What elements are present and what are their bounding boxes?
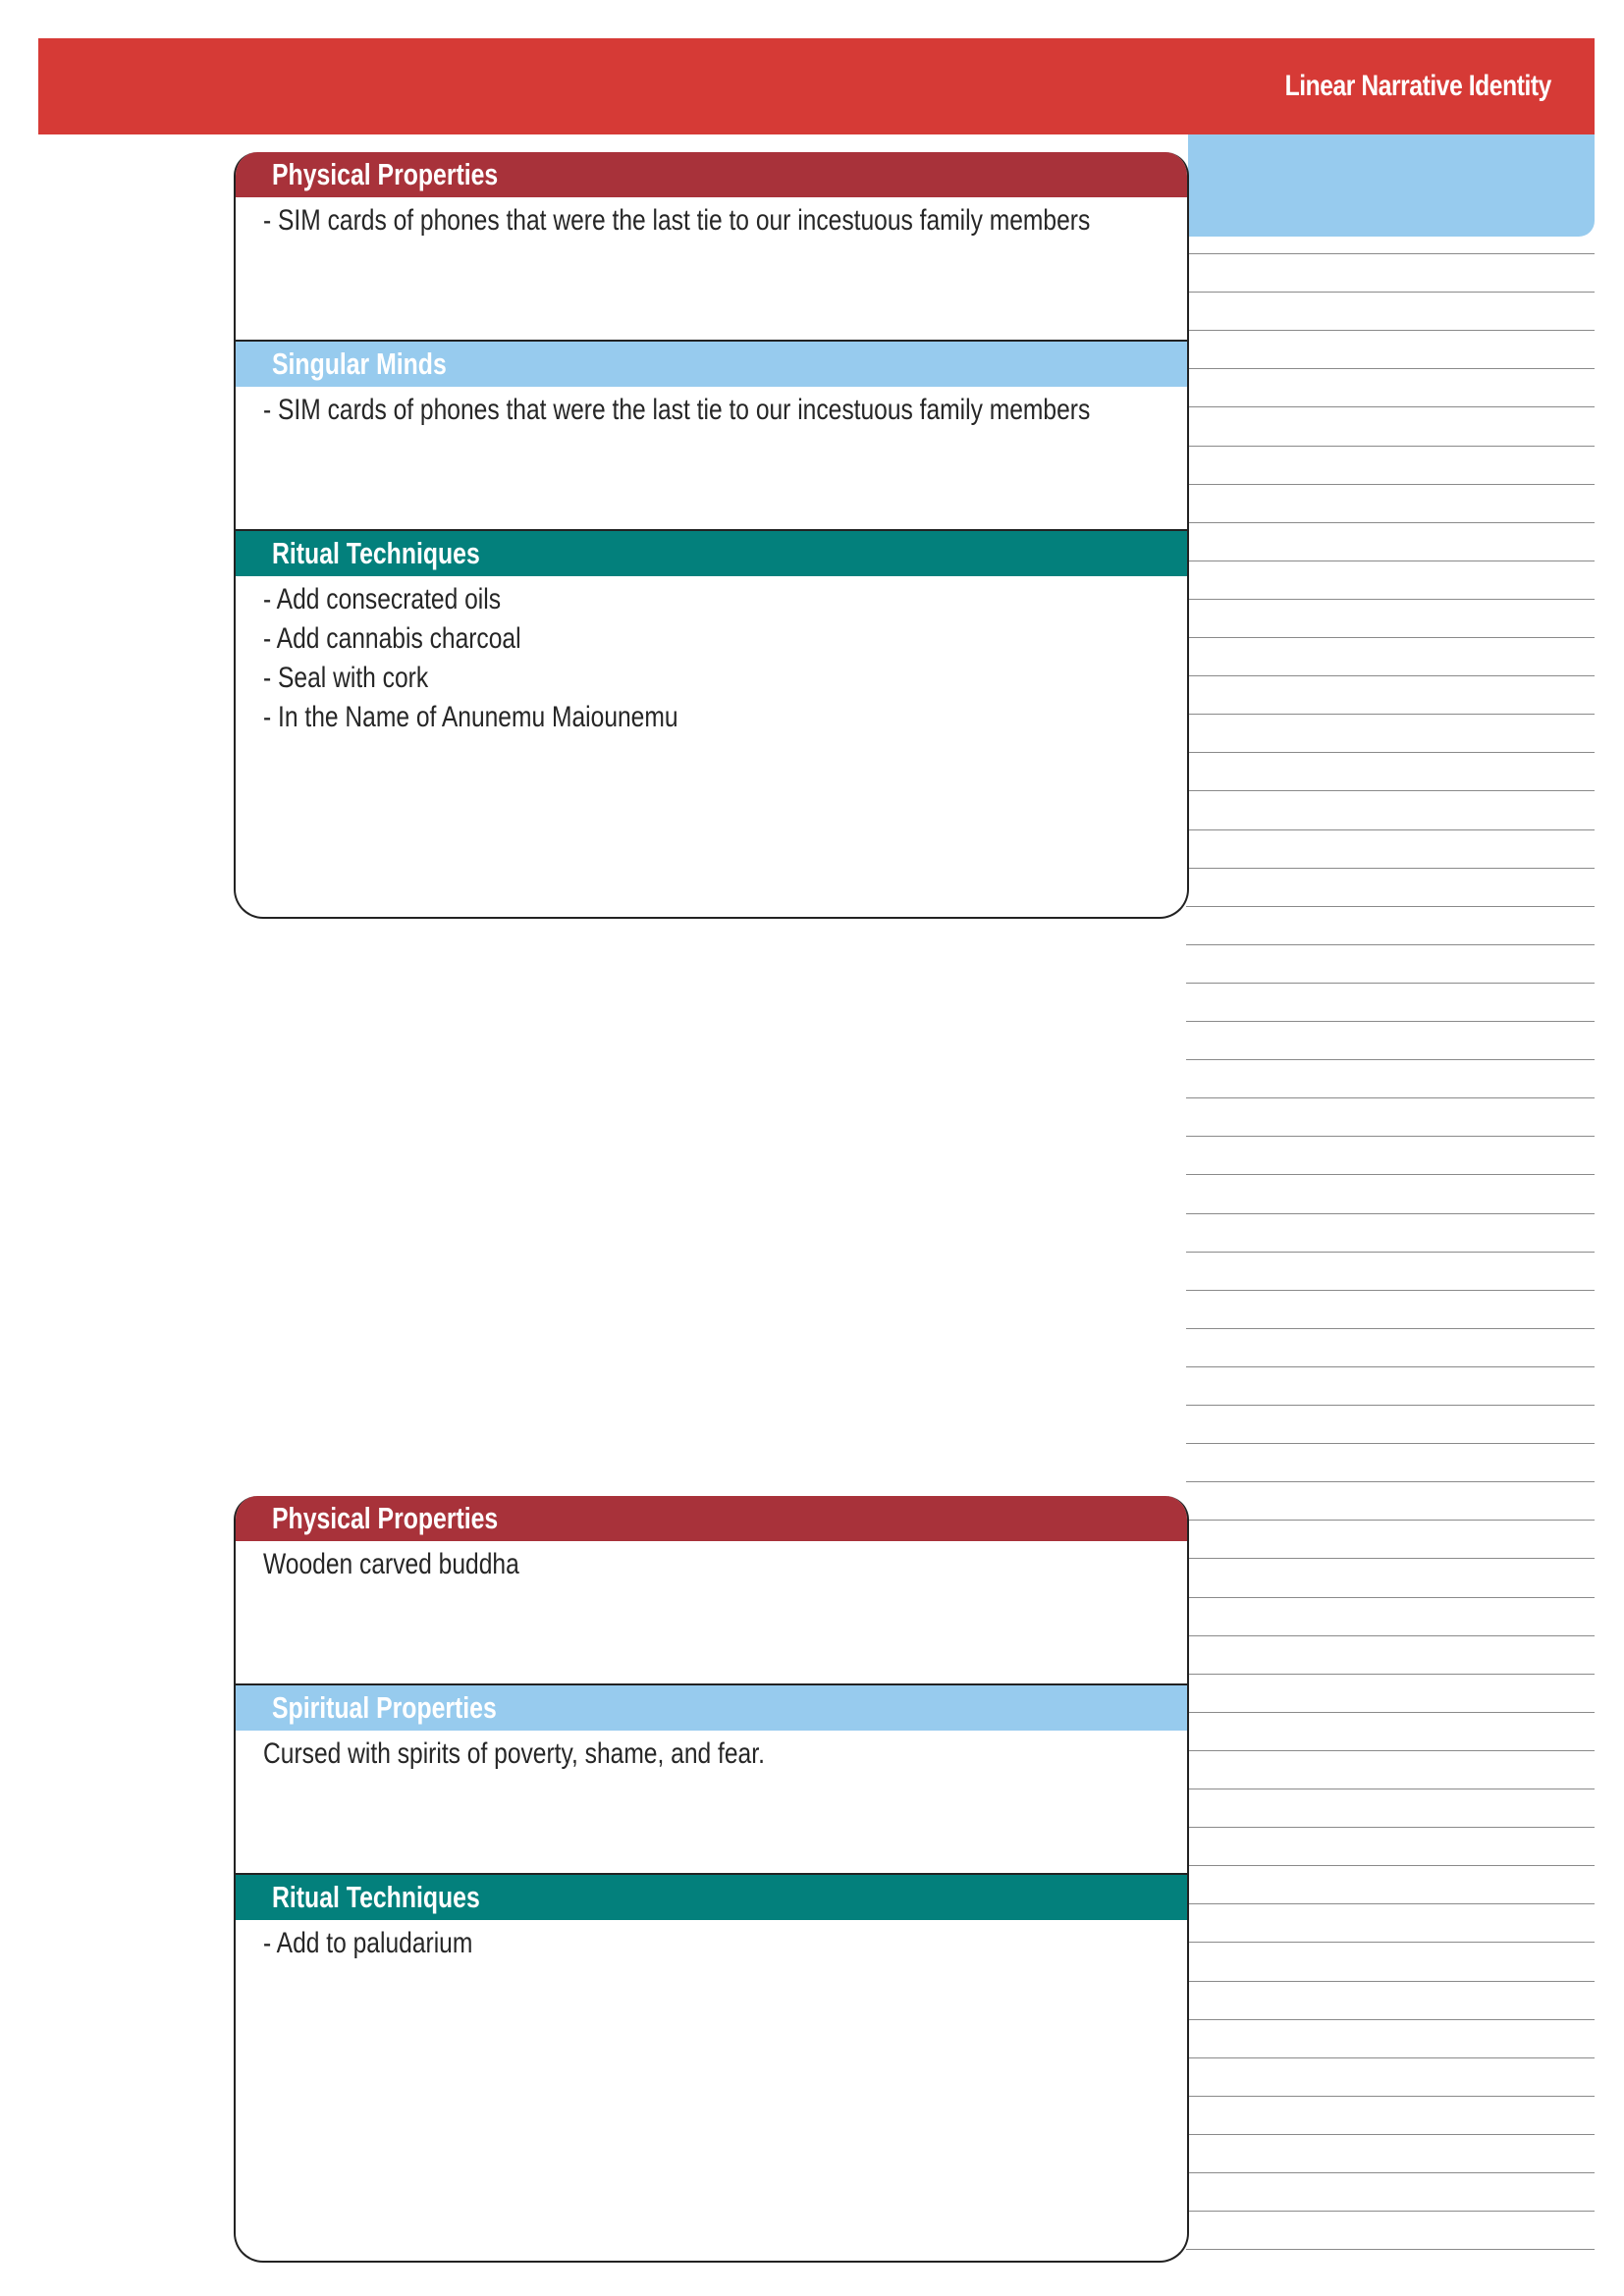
ruled-line [1186,330,1595,331]
section-title: Spiritual Properties [236,1685,1187,1731]
header-title: Linear Narrative Identity [1284,70,1551,102]
section-line: - Add to paludarium [263,1927,473,1959]
section-body [236,1735,1187,1875]
ruled-line [1186,790,1595,791]
ruled-line [1186,752,1595,753]
ruled-line [1186,944,1595,945]
ruled-line [1186,1136,1595,1137]
section-line: Wooden carved buddha [263,1548,519,1580]
physical-properties-section [236,152,1187,342]
section-line: - Add cannabis charcoal [263,622,521,655]
section-body [236,1924,1187,2263]
ruled-line [1186,1290,1595,1291]
ruled-line [1186,599,1595,600]
section-title: Physical Properties [236,1496,1187,1541]
section-line: - In the Name of Anunemu Maiounemu [263,701,678,733]
ruled-line [1186,2211,1595,2212]
section-body [236,1545,1187,1685]
ruled-line [1186,1252,1595,1253]
ruled-line [1186,292,1595,293]
ritual-techniques-section [236,1875,1187,2263]
ritual-card-2 [234,1496,1189,2263]
ruled-line [1186,1481,1595,1482]
section-line: Cursed with spirits of poverty, shame, and fear. [263,1737,765,1770]
ruled-line [1186,1328,1595,1329]
ruled-line [1186,368,1595,369]
ruled-line [1186,2249,1595,2250]
ruled-line [1186,1635,1595,1636]
ruled-line [1186,1903,1595,1904]
singular-minds-section [236,342,1187,531]
ruled-notes-area [1186,0,1595,2296]
ruled-line [1186,1097,1595,1098]
ruled-line [1186,2134,1595,2135]
ruled-line [1186,1059,1595,1060]
ruled-line [1186,906,1595,907]
ruled-line [1186,637,1595,638]
ruled-line [1186,1865,1595,1866]
ruled-line [1186,1213,1595,1214]
ruled-line [1186,1558,1595,1559]
ruled-line [1186,2019,1595,2020]
section-line: - SIM cards of phones that were the last tie to our incestuous family members [263,204,1091,237]
ruled-line [1186,406,1595,407]
ruled-line [1186,1597,1595,1598]
ruled-line [1186,1827,1595,1828]
ruled-line [1186,983,1595,984]
ruled-line [1186,484,1595,485]
section-body [236,201,1187,342]
ruled-line [1186,2172,1595,2173]
ruled-line [1186,675,1595,676]
section-line: - Add consecrated oils [263,583,502,615]
ruled-line [1186,253,1595,254]
ruled-line [1186,714,1595,715]
section-line: - SIM cards of phones that were the last tie to our incestuous family members [263,394,1091,426]
ruled-line [1186,1174,1595,1175]
section-title: Ritual Techniques [236,1875,1187,1920]
ruled-line [1186,1981,1595,1982]
ruled-line [1186,1021,1595,1022]
section-line: - Seal with cork [263,662,429,694]
ritual-card-1 [234,152,1189,919]
section-title: Physical Properties [236,152,1187,197]
ruled-line [1186,522,1595,523]
ruled-line [1186,1405,1595,1406]
ruled-line [1186,1674,1595,1675]
ruled-line [1186,868,1595,869]
ruled-line [1186,1366,1595,1367]
physical-properties-section [236,1496,1187,1685]
ruled-line [1186,1942,1595,1943]
section-title: Singular Minds [236,342,1187,387]
ruled-line [1186,1443,1595,1444]
ruled-line [1186,1520,1595,1521]
ruled-line [1186,1750,1595,1751]
ruled-line [1186,2057,1595,2058]
ruled-line [1186,1712,1595,1713]
ritual-techniques-section [236,531,1187,919]
section-body [236,391,1187,531]
section-body [236,580,1187,919]
spiritual-properties-section [236,1685,1187,1875]
section-title: Ritual Techniques [236,531,1187,576]
ruled-line [1186,446,1595,447]
ruled-line [1186,2096,1595,2097]
ruled-line [1186,829,1595,830]
